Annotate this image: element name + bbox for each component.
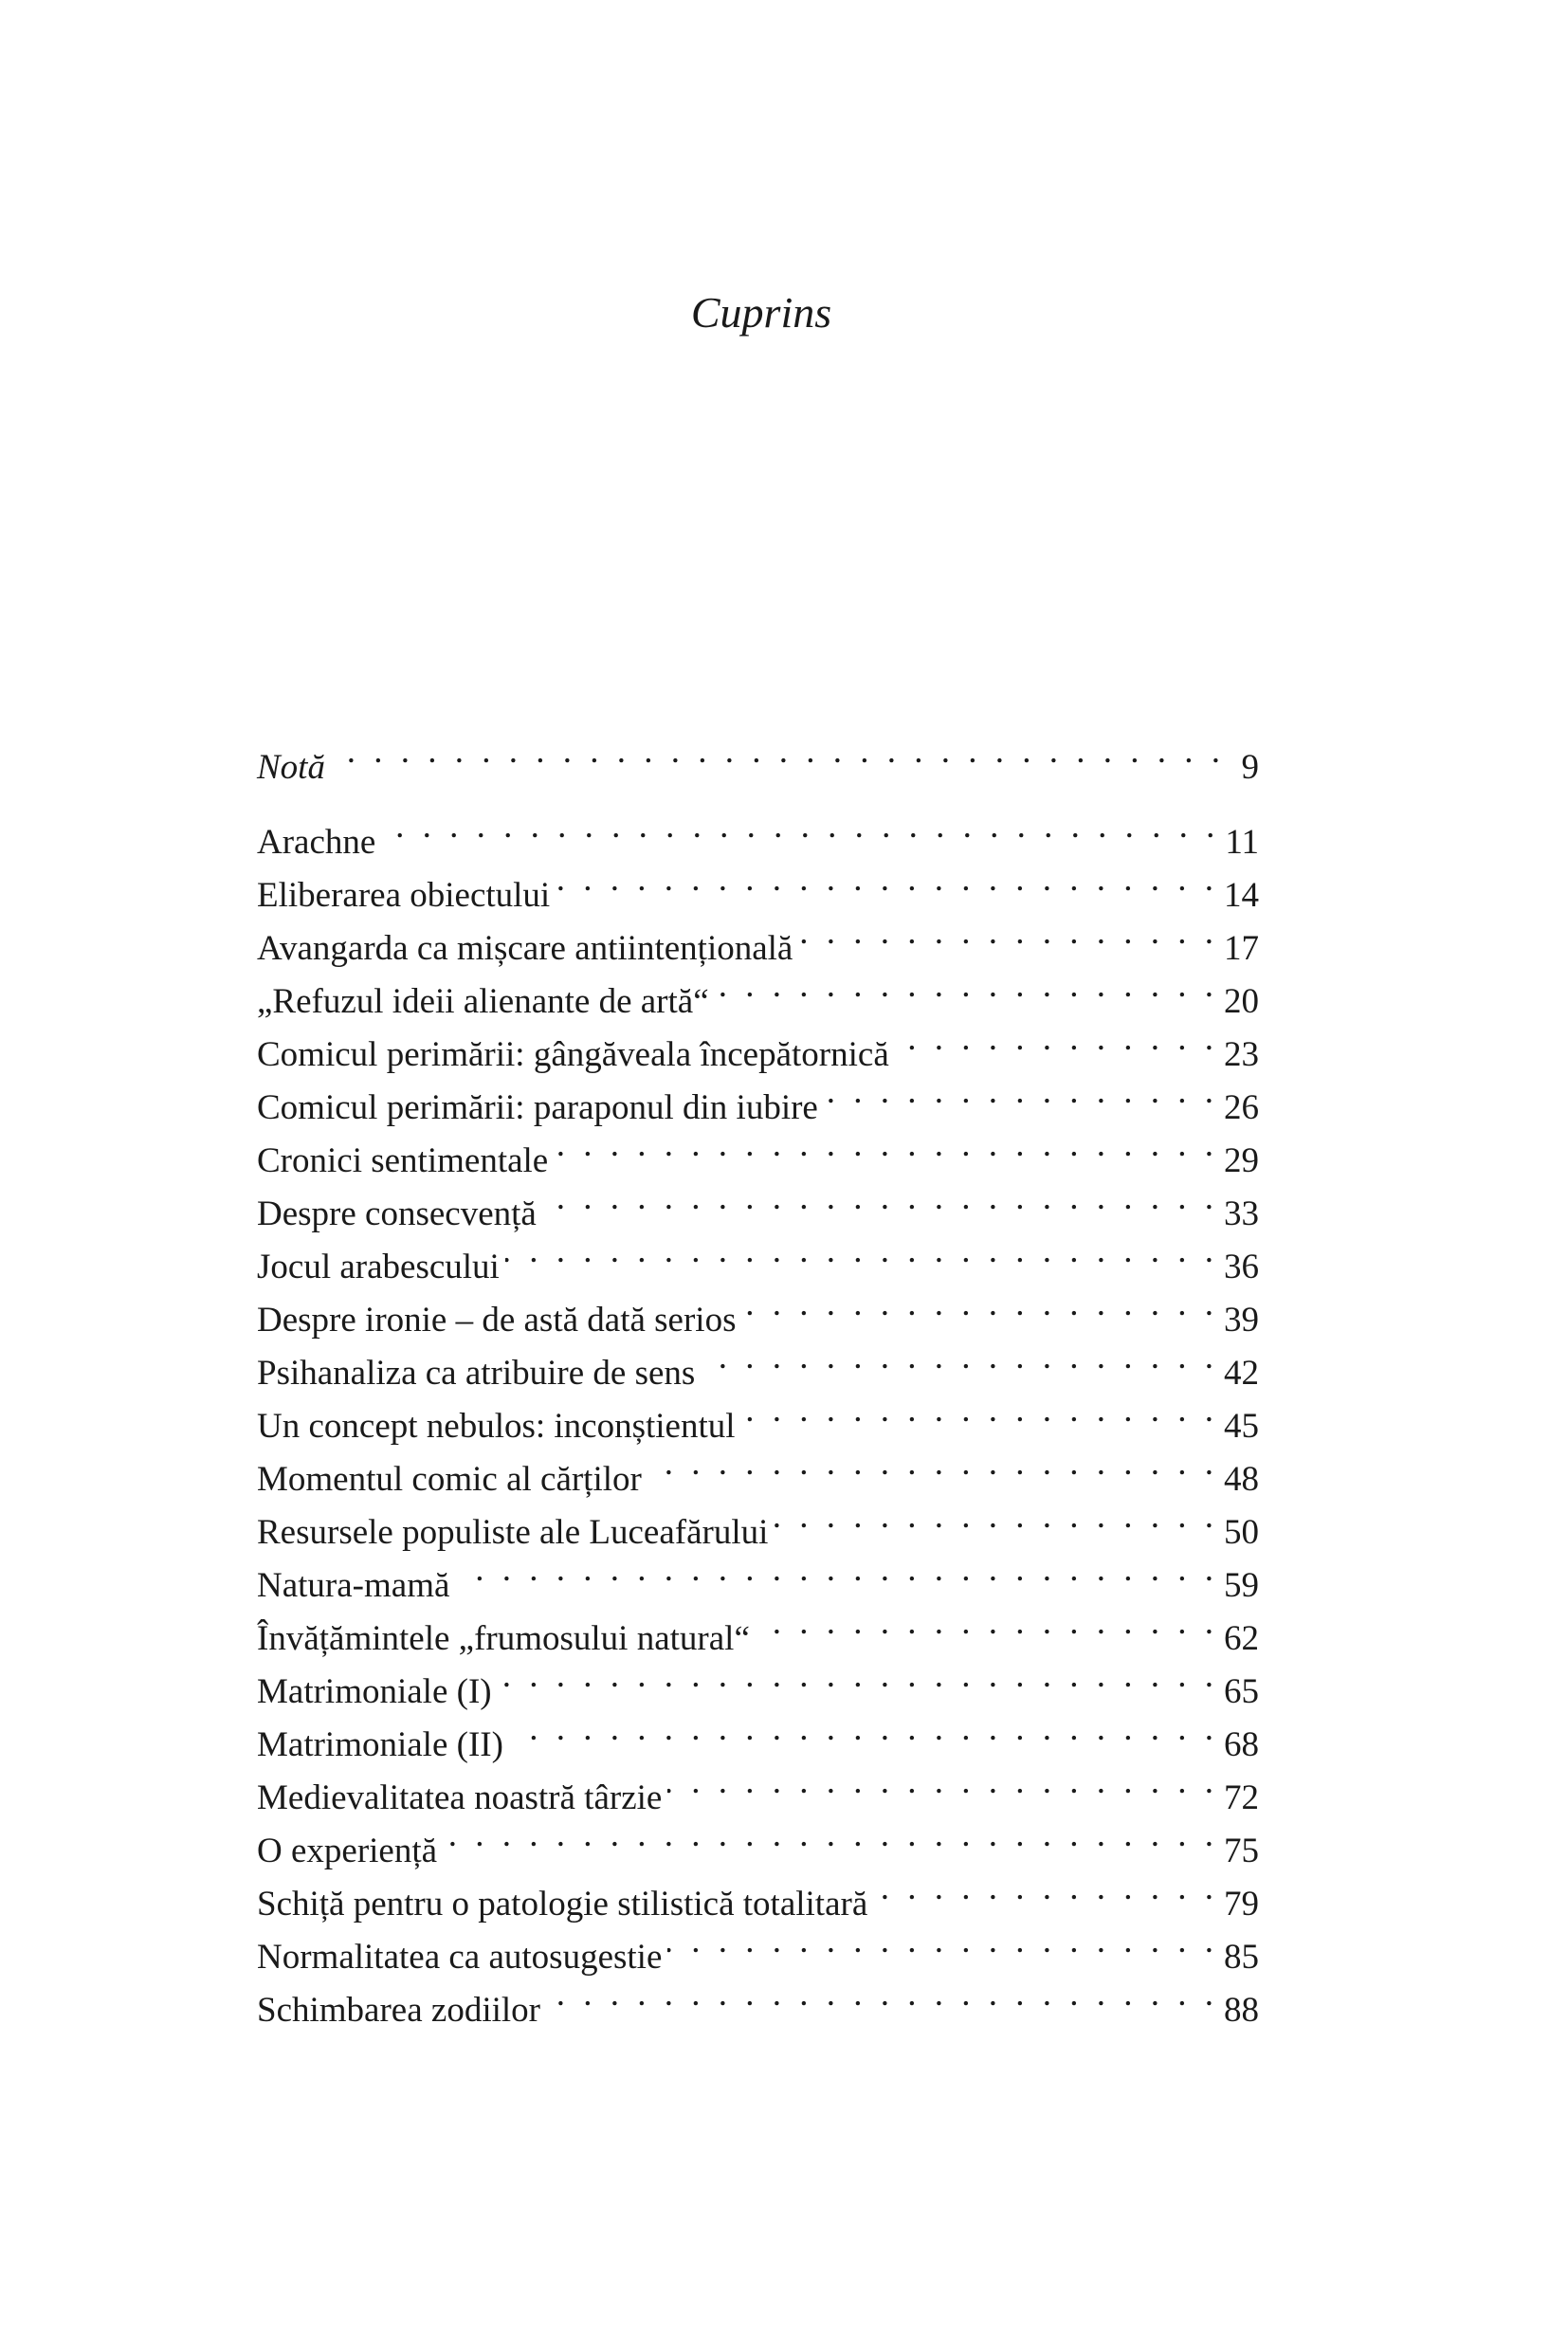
toc-entry-page: 50 — [1224, 1513, 1259, 1552]
toc-entry-title: Notă — [257, 748, 325, 787]
dot-leader — [824, 1066, 1218, 1119]
dot-leader — [701, 1331, 1218, 1384]
dot-leader — [542, 1172, 1218, 1225]
toc-entry-title: Despre ironie – de astă dată serios — [257, 1301, 737, 1340]
toc-entry-page: 36 — [1224, 1248, 1259, 1286]
dot-leader — [667, 1756, 1218, 1809]
toc-entry-page: 62 — [1224, 1619, 1259, 1658]
dot-leader — [509, 1703, 1218, 1756]
toc-entry-page: 14 — [1224, 876, 1259, 915]
toc-entry-title: Jocul arabescului — [257, 1248, 500, 1286]
toc-entry-page: 39 — [1224, 1301, 1259, 1340]
dot-leader — [647, 1437, 1218, 1490]
toc-entry-page: 33 — [1224, 1194, 1259, 1233]
toc-entry-title: Psihanaliza ca atribuire de sens — [257, 1354, 696, 1393]
toc-entry-title: Despre consecvență — [257, 1194, 537, 1233]
toc-entry-title: Schiță pentru o patologie stilistică totalitară — [257, 1885, 868, 1924]
toc-entry-title: O experiență — [257, 1832, 438, 1870]
toc-entry-title: Resursele populiste ale Luceafărului — [257, 1513, 769, 1552]
toc-entry-title: Eliberarea obiectului — [257, 876, 551, 915]
toc-entry-page: 72 — [1224, 1778, 1259, 1817]
dot-leader — [455, 1543, 1218, 1596]
toc-entry-page: 65 — [1224, 1672, 1259, 1711]
toc-entry-title: Schimbarea zodiilor — [257, 1991, 540, 2030]
dot-leader — [505, 1225, 1218, 1278]
toc-entry-title: Arachne — [257, 823, 376, 862]
dot-leader — [498, 1650, 1218, 1703]
toc-entry-title: Medievalitatea noastră târzie — [257, 1778, 663, 1817]
dot-leader — [873, 1862, 1218, 1915]
dot-leader — [556, 853, 1218, 906]
dot-leader — [741, 1278, 1218, 1331]
toc-entry-page: 88 — [1224, 1991, 1259, 2030]
dot-leader — [895, 1012, 1218, 1066]
toc-entry-title: Normalitatea ca autosugestie — [257, 1938, 663, 1977]
toc-entry-page: 42 — [1224, 1354, 1259, 1393]
toc-entry-title: Un concept nebulos: inconștientul — [257, 1407, 736, 1446]
toc-entry[interactable] — [257, 725, 1259, 787]
dot-leader — [774, 1490, 1218, 1543]
toc-entry-page: 9 — [1241, 748, 1259, 787]
toc-entry-page: 17 — [1224, 929, 1259, 968]
toc-entry-title: Avangarda ca mișcare antiintențională — [257, 929, 793, 968]
toc-entry-title: Comicul perimării: paraponul din iubire — [257, 1088, 818, 1127]
dot-leader — [798, 906, 1218, 959]
dot-leader — [546, 1968, 1218, 2021]
toc-entry-page: 79 — [1224, 1885, 1259, 1924]
toc-entry-title: Matrimoniale (I) — [257, 1672, 492, 1711]
dot-leader — [381, 800, 1219, 853]
toc-entry-title: Comicul perimării: gângăveala începătornică — [257, 1035, 889, 1074]
dot-leader — [741, 1384, 1218, 1437]
toc-entry-page: 26 — [1224, 1088, 1259, 1127]
dot-leader — [715, 959, 1218, 1012]
toc-entry-title: Învățămintele „frumosului natural“ — [257, 1619, 750, 1658]
toc-entry-title: Matrimoniale (II) — [257, 1725, 503, 1764]
toc-entry-page: 68 — [1224, 1725, 1259, 1764]
toc-entry[interactable] — [257, 800, 1259, 862]
toc-entry[interactable] — [257, 853, 1259, 915]
toc-entry-page: 11 — [1225, 823, 1259, 862]
toc-entry-page: 23 — [1224, 1035, 1259, 1074]
toc-entry-page: 45 — [1224, 1407, 1259, 1446]
toc-entry-title: Cronici sentimentale — [257, 1141, 549, 1180]
dot-leader — [667, 1915, 1218, 1968]
dot-leader — [756, 1596, 1218, 1650]
toc-entry-title: Natura-mamă — [257, 1566, 450, 1605]
dot-leader — [554, 1119, 1218, 1172]
toc-entry-page: 85 — [1224, 1938, 1259, 1977]
toc-entry-title: Momentul comic al cărților — [257, 1460, 642, 1499]
toc-entry-page: 75 — [1224, 1832, 1259, 1870]
toc-entry-page: 59 — [1224, 1566, 1259, 1605]
toc-entry-page: 29 — [1224, 1141, 1259, 1180]
table-of-contents — [257, 725, 1259, 2030]
toc-entry-title: „Refuzul ideii alienante de artă“ — [257, 982, 709, 1021]
page-title: Cuprins — [690, 288, 832, 337]
dot-leader — [331, 725, 1225, 778]
toc-entry-page: 20 — [1224, 982, 1259, 1021]
dot-leader — [443, 1809, 1218, 1862]
toc-entry-page: 48 — [1224, 1460, 1259, 1499]
